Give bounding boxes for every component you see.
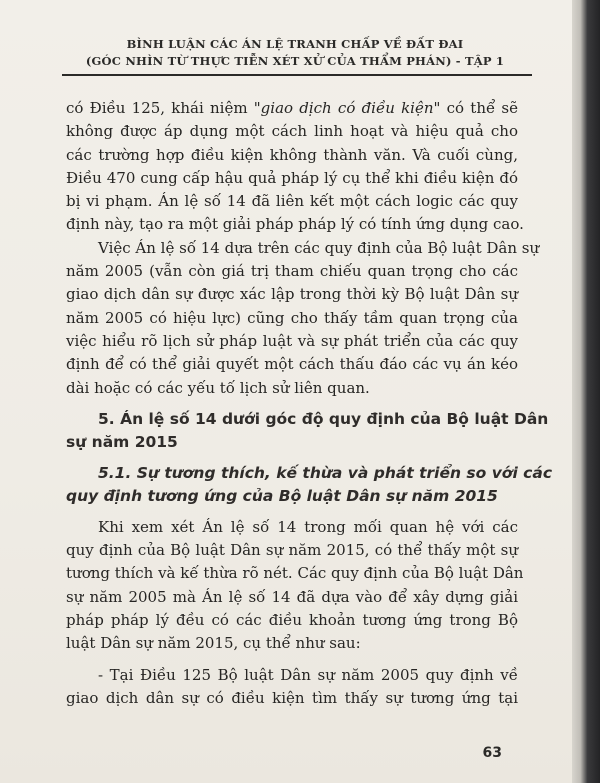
text-run: có thể sẽ [440,99,518,117]
header-line-2: (GÓC NHÌN TỪ THỰC TIỄN XÉT XỬ CỦA THẨM PHÁN) - TẬP 1 [85,54,505,68]
heading-line: 5. Án lệ số 14 dưới góc độ quy định của Bộ luật Dân [98,409,549,428]
text-line: tương thích và kế thừa rõ nét. Các quy định của Bộ luật Dân [66,564,524,583]
spacer [66,508,518,516]
paragraph [66,516,524,656]
text-line: bị vi phạm. Án lệ số 14 đã liên kết một cách logic các quy [66,192,518,211]
text-line: luật Dân sự năm 2015, cụ thể như sau: [66,634,361,653]
text-line: năm 2005 (vẫn còn giá trị tham chiếu quan trọng cho các [66,262,518,281]
subsection-heading-5-1 [66,462,553,508]
text-line: Điều 470 cung cấp hậu quả pháp lý cụ thể khi điều kiện đó [66,168,518,187]
page-body [66,97,553,710]
text-line: sự năm 2005 mà Án lệ số 14 đã dựa vào để xây dựng giải [66,587,518,606]
header-line-1: BÌNH LUẬN CÁC ÁN LỆ TRANH CHẤP VỀ ĐẤT ĐAI [126,37,464,51]
paragraph [66,664,518,711]
book-edge [572,0,600,783]
text-line: việc hiểu rõ lịch sử pháp luật và sự phát triển của các quy [66,331,518,350]
text-line: giao dịch dân sự được xác lập trong thời kỳ Bộ luật Dân sự [66,285,518,304]
heading-line: sự năm 2015 [66,432,178,451]
text-line [66,97,518,120]
text-line: năm 2005 có hiệu lực) cũng cho thấy tầm quan trọng của [66,308,518,327]
spacer [66,400,518,408]
text-line: dài hoặc có các yếu tố lịch sử liên quan. [66,378,370,397]
text-line: định này, tạo ra một giải pháp pháp lý có tính ứng dụng cao. [66,215,524,234]
running-header [60,36,530,70]
header-rule [62,74,532,76]
spacer [66,454,518,462]
text-line: không được áp dụng một cách linh hoạt và hiệu quả cho [66,122,518,141]
text-line: các trường hợp điều kiện không thành văn. Và cuối cùng, [66,145,518,164]
page-number: 63 [482,745,502,761]
paragraph-continuation [66,97,540,400]
text-line: - Tại Điều 125 Bộ luật Dân sự năm 2005 quy định về [98,665,518,684]
text-line: quy định của Bộ luật Dân sự năm 2015, có thể thấy một sự [66,541,518,560]
text-line: giao dịch dân sự có điều kiện tìm thấy sự tương ứng tại [66,688,518,707]
section-heading-5 [66,408,549,454]
text-line: Khi xem xét Án lệ số 14 trong mối quan hệ với các [98,517,518,536]
spacer [66,656,518,664]
text-line: định để có thể giải quyết một cách thấu đáo các vụ án kéo [66,355,518,374]
heading-line: quy định tương ứng của Bộ luật Dân sự năm 2015 [66,486,498,505]
text-run: có Điều 125, khái niệm [66,99,254,117]
heading-line: 5.1. Sự tương thích, kế thừa và phát triển so với các [98,463,553,482]
text-line: pháp pháp lý đều có các điều khoản tương ứng trong Bộ [66,611,518,630]
italic-term: "giao dịch có điều kiện" [253,99,441,117]
text-line: Việc Án lệ số 14 dựa trên các quy định của Bộ luật Dân sự [98,238,540,257]
